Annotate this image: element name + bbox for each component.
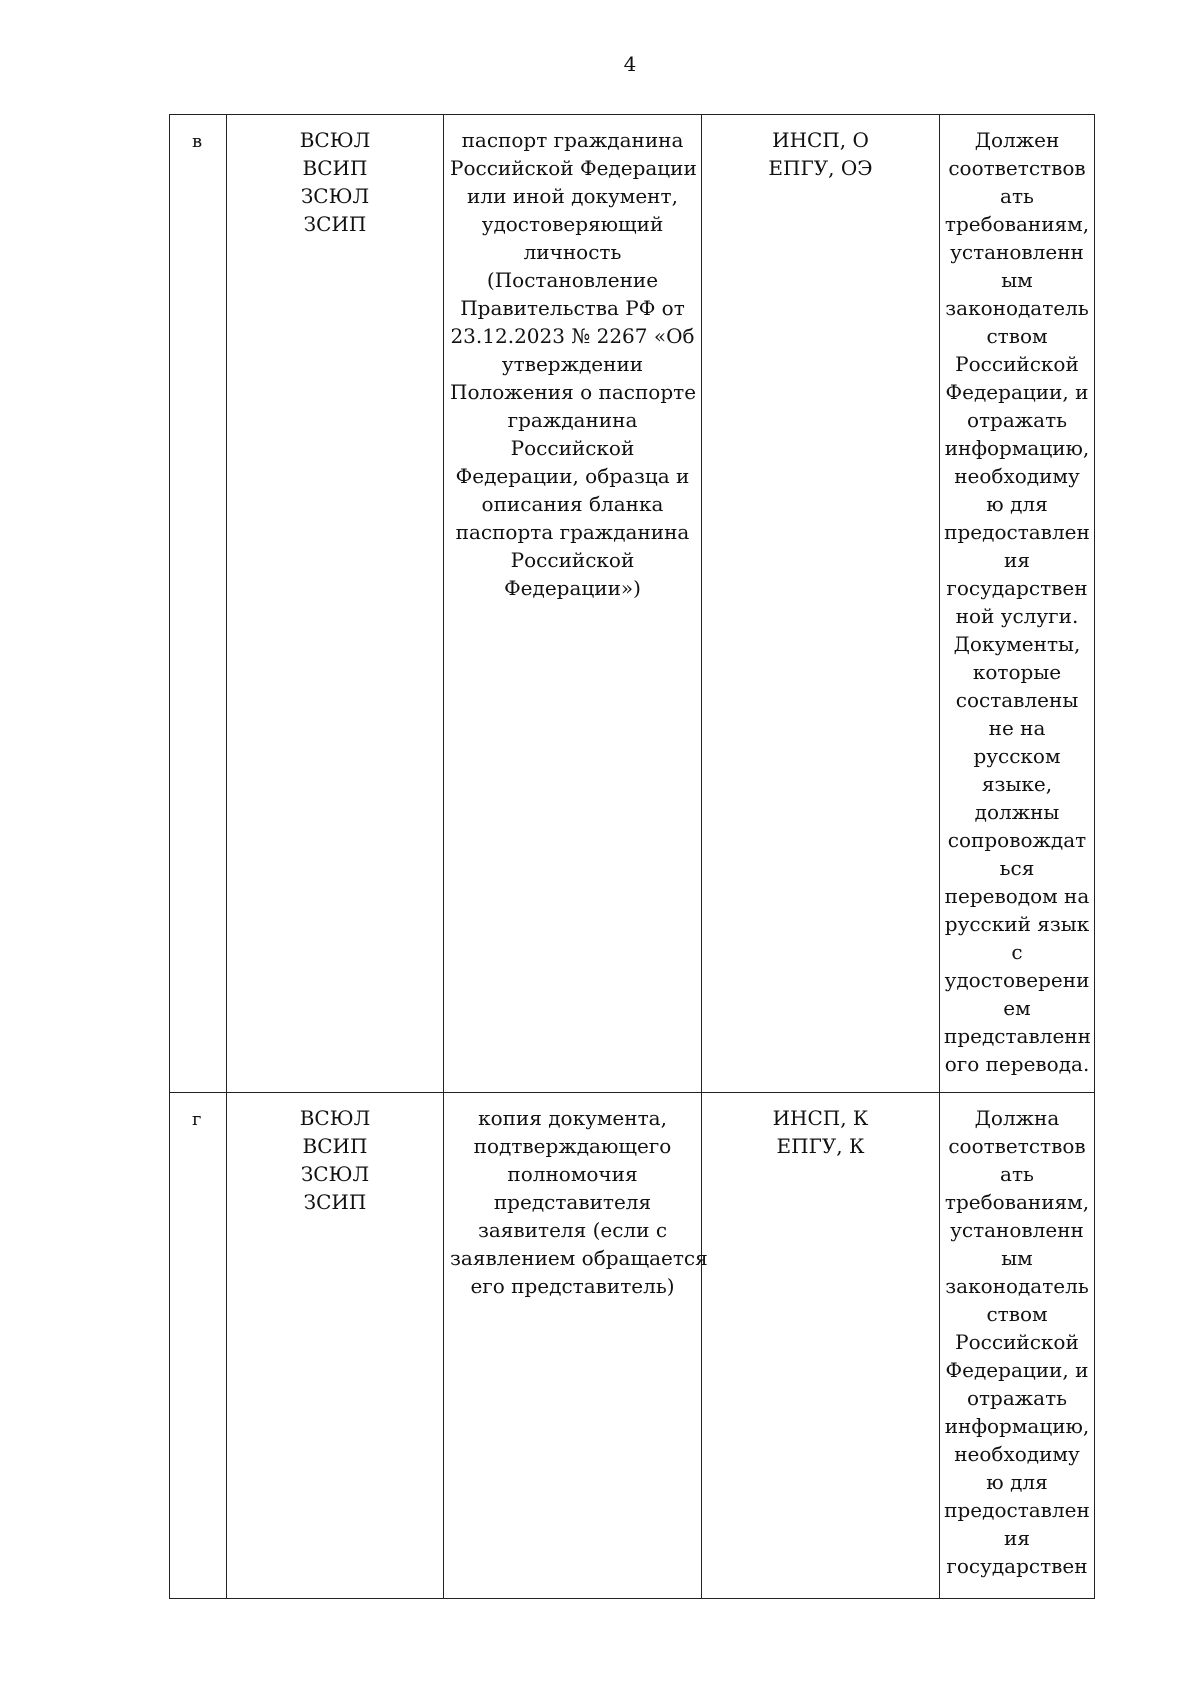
text-line: Российской xyxy=(955,1330,1079,1354)
text-line: личность xyxy=(523,240,622,264)
text-line: 23.12.2023 № 2267 «Об xyxy=(450,324,695,348)
text-line: Российской xyxy=(955,352,1079,376)
text-line: отражать xyxy=(966,1386,1068,1410)
text-line: ВСЮЛ xyxy=(299,1106,371,1130)
text-line: заявлением обращается xyxy=(450,1246,708,1270)
text-line: сопровождат xyxy=(947,828,1087,852)
text-line: которые xyxy=(972,660,1062,684)
text-line: ЗСЮЛ xyxy=(300,184,370,208)
text-line: ЕПГУ, ОЭ xyxy=(768,156,873,180)
text-line: ЗСИП xyxy=(303,212,367,236)
text-line: ать xyxy=(1000,184,1034,208)
text-line: его представитель) xyxy=(470,1274,675,1298)
text-line: должны xyxy=(974,800,1060,824)
text-line: требованиям, xyxy=(944,212,1090,236)
text-line: ать xyxy=(1000,1162,1034,1186)
text-line: ем xyxy=(1003,996,1031,1020)
text-line: ого перевода. xyxy=(944,1052,1090,1076)
text-line: гражданина xyxy=(507,408,638,432)
text-line: ИНСП, К xyxy=(772,1106,869,1130)
text-line: необходиму xyxy=(954,1442,1080,1466)
text-line: полномочия xyxy=(507,1162,638,1186)
text-line: (Постановление xyxy=(486,268,659,292)
text-line: ВСЮЛ xyxy=(299,128,371,152)
text-line: Документы, xyxy=(953,632,1081,656)
document-name-cell xyxy=(444,1093,708,1599)
text-line: необходиму xyxy=(954,464,1080,488)
row-letter: г xyxy=(192,1109,202,1130)
submission-channels-cell xyxy=(702,115,940,1093)
text-line: с xyxy=(1011,940,1023,964)
text-line: информацию, xyxy=(944,436,1090,460)
applicant-codes-cell xyxy=(227,1093,444,1599)
text-line: Должна xyxy=(974,1106,1060,1130)
text-line: требованиям, xyxy=(944,1190,1090,1214)
text-line: ной услуги. xyxy=(955,604,1079,628)
text-line: ИНСП, О xyxy=(772,128,869,152)
document-name-cell xyxy=(444,115,702,1093)
text-line: ством xyxy=(986,1302,1048,1326)
text-line: ВСИП xyxy=(302,1134,368,1158)
text-line: ЕПГУ, К xyxy=(776,1134,865,1158)
text-line: подтверждающего xyxy=(473,1134,672,1158)
requirements-cell xyxy=(940,1093,1095,1599)
text-line: русском xyxy=(973,744,1061,768)
table-row xyxy=(170,1093,1095,1599)
text-line: государствен xyxy=(946,1554,1088,1578)
text-line: удостоверени xyxy=(944,968,1090,992)
text-line: ВСИП xyxy=(302,156,368,180)
text-line: паспорт гражданина xyxy=(461,128,684,152)
text-line: ия xyxy=(1004,548,1030,572)
text-line: не на xyxy=(988,716,1046,740)
applicant-codes-cell xyxy=(227,115,444,1093)
text-line: законодатель xyxy=(945,296,1089,320)
text-line: Федерации, и xyxy=(945,380,1089,404)
text-line: удостоверяющий xyxy=(481,212,664,236)
text-line: Российской xyxy=(510,548,635,572)
text-line: языке, xyxy=(981,772,1053,796)
text-line: ься xyxy=(999,856,1035,880)
table-row xyxy=(170,115,1095,1093)
text-line: паспорта гражданина xyxy=(455,520,690,544)
text-line: Должен xyxy=(974,128,1060,152)
text-line: ым xyxy=(1001,268,1033,292)
text-line: установленн xyxy=(950,240,1084,264)
text-line: Российской xyxy=(510,436,635,460)
text-line: составлены xyxy=(955,688,1079,712)
text-line: представленн xyxy=(944,1024,1091,1048)
text-line: отражать xyxy=(966,408,1068,432)
text-line: переводом на xyxy=(944,884,1090,908)
text-line: соответствов xyxy=(948,156,1086,180)
text-line: ия xyxy=(1004,1526,1030,1550)
text-line: Федерации, образца и xyxy=(455,464,690,488)
text-line: Российской Федерации xyxy=(450,156,697,180)
requirements-cell xyxy=(940,115,1095,1093)
text-line: информацию, xyxy=(944,1414,1090,1438)
text-line: Правительства РФ от xyxy=(460,296,685,320)
row-letter-cell xyxy=(170,1093,227,1599)
text-line: предоставлен xyxy=(944,520,1090,544)
text-line: государствен xyxy=(946,576,1088,600)
text-line: ством xyxy=(986,324,1048,348)
text-line: Положения о паспорте xyxy=(450,380,697,404)
text-line: представителя xyxy=(493,1190,652,1214)
text-line: предоставлен xyxy=(944,1498,1090,1522)
text-line: Федерации, и xyxy=(945,1358,1089,1382)
page-number: 4 xyxy=(623,52,637,76)
text-line: установленн xyxy=(950,1218,1084,1242)
text-line: или иной документ, xyxy=(467,184,678,208)
text-line: ю для xyxy=(986,492,1048,516)
row-letter: в xyxy=(192,131,203,152)
text-line: копия документа, xyxy=(478,1106,667,1130)
text-line: законодатель xyxy=(945,1274,1089,1298)
text-line: утверждении xyxy=(501,352,644,376)
text-line: описания бланка xyxy=(481,492,664,516)
text-line: ЗСИП xyxy=(303,1190,367,1214)
documents-table xyxy=(169,114,1095,1599)
submission-channels-cell xyxy=(702,1093,940,1599)
text-line: ым xyxy=(1001,1246,1033,1270)
row-letter-cell xyxy=(170,115,227,1093)
text-line: заявителя (если с xyxy=(477,1218,668,1242)
text-line: соответствов xyxy=(948,1134,1086,1158)
text-line: русский язык xyxy=(944,912,1090,936)
text-line: Федерации») xyxy=(504,576,641,600)
text-line: ю для xyxy=(986,1470,1048,1494)
text-line: ЗСЮЛ xyxy=(300,1162,370,1186)
